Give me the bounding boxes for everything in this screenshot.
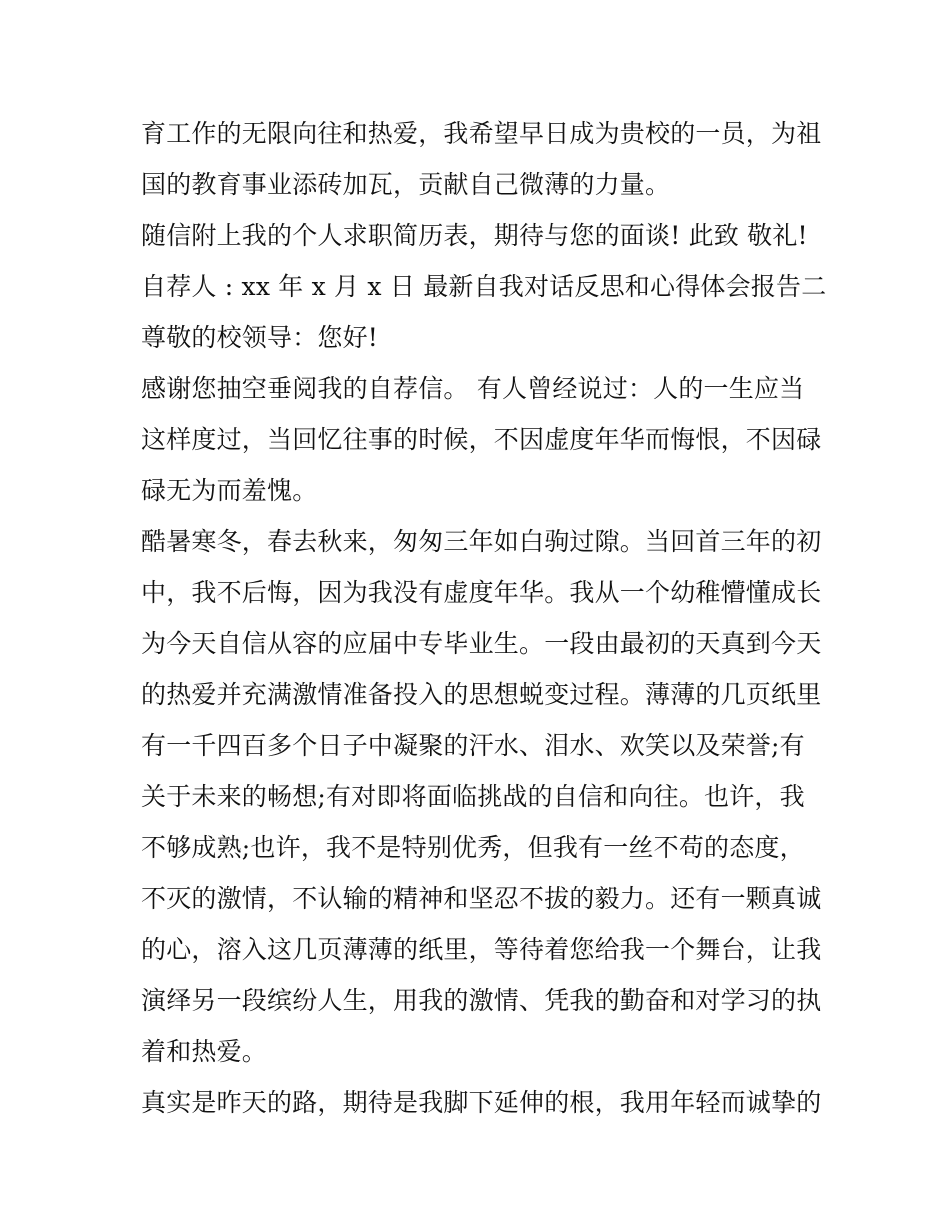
- text-line: 酷暑寒冬，春去秋来，匆匆三年如白驹过隙。当回首三年的初: [141, 527, 822, 556]
- text-line: 不够成熟;也许，我不是特别优秀，但我有一丝不苟的态度，: [141, 833, 805, 862]
- text-line: 国的教育事业添砖加瓦，贡献自己微薄的力量。: [141, 170, 671, 199]
- letter-body: [141, 108, 827, 1128]
- text-line: 为今天自信从容的应届中专毕业生。一段由最初的天真到今天: [141, 629, 822, 658]
- text-line: 碌无为而羞愧。: [141, 476, 318, 505]
- text-line: 真实是昨天的路，期待是我脚下延伸的根，我用年轻而诚挚的: [141, 1088, 822, 1117]
- text-line: 有一千四百多个日子中凝聚的汗水、泪水、欢笑以及荣誉;有: [141, 731, 805, 760]
- text-line: 感谢您抽空垂阅我的自荐信。 有人曾经说过：人的一生应当: [141, 374, 805, 403]
- text-line: 关于未来的畅想;有对即将面临挑战的自信和向往。也许，我: [141, 782, 805, 811]
- text-line: 随信附上我的个人求职简历表，期待与您的面谈! 此致 敬礼!: [141, 221, 808, 250]
- text-line: 育工作的无限向往和热爱，我希望早日成为贵校的一员，为祖: [141, 119, 822, 148]
- text-line: 自荐人 : xx 年 x 月 x 日 最新自我对话反思和心得体会报告二: [141, 272, 827, 301]
- text-line: 的心，溶入这几页薄薄的纸里，等待着您给我一个舞台，让我: [141, 935, 822, 964]
- text-line: 这样度过，当回忆往事的时候，不因虚度年华而悔恨，不因碌: [141, 425, 822, 454]
- text-line: 中，我不后悔，因为我没有虚度年华。我从一个幼稚懵懂成长: [141, 578, 822, 607]
- text-line: 的热爱并充满激情准备投入的思想蜕变过程。薄薄的几页纸里: [141, 680, 822, 709]
- text-line: 着和热爱。: [141, 1037, 268, 1066]
- text-line: 演绎另一段缤纷人生，用我的激情、凭我的勤奋和对学习的执: [141, 986, 822, 1015]
- text-line: 尊敬的校领导：您好!: [141, 323, 379, 352]
- text-line: 不灭的激情，不认输的精神和坚忍不拔的毅力。还有一颗真诚: [141, 884, 822, 913]
